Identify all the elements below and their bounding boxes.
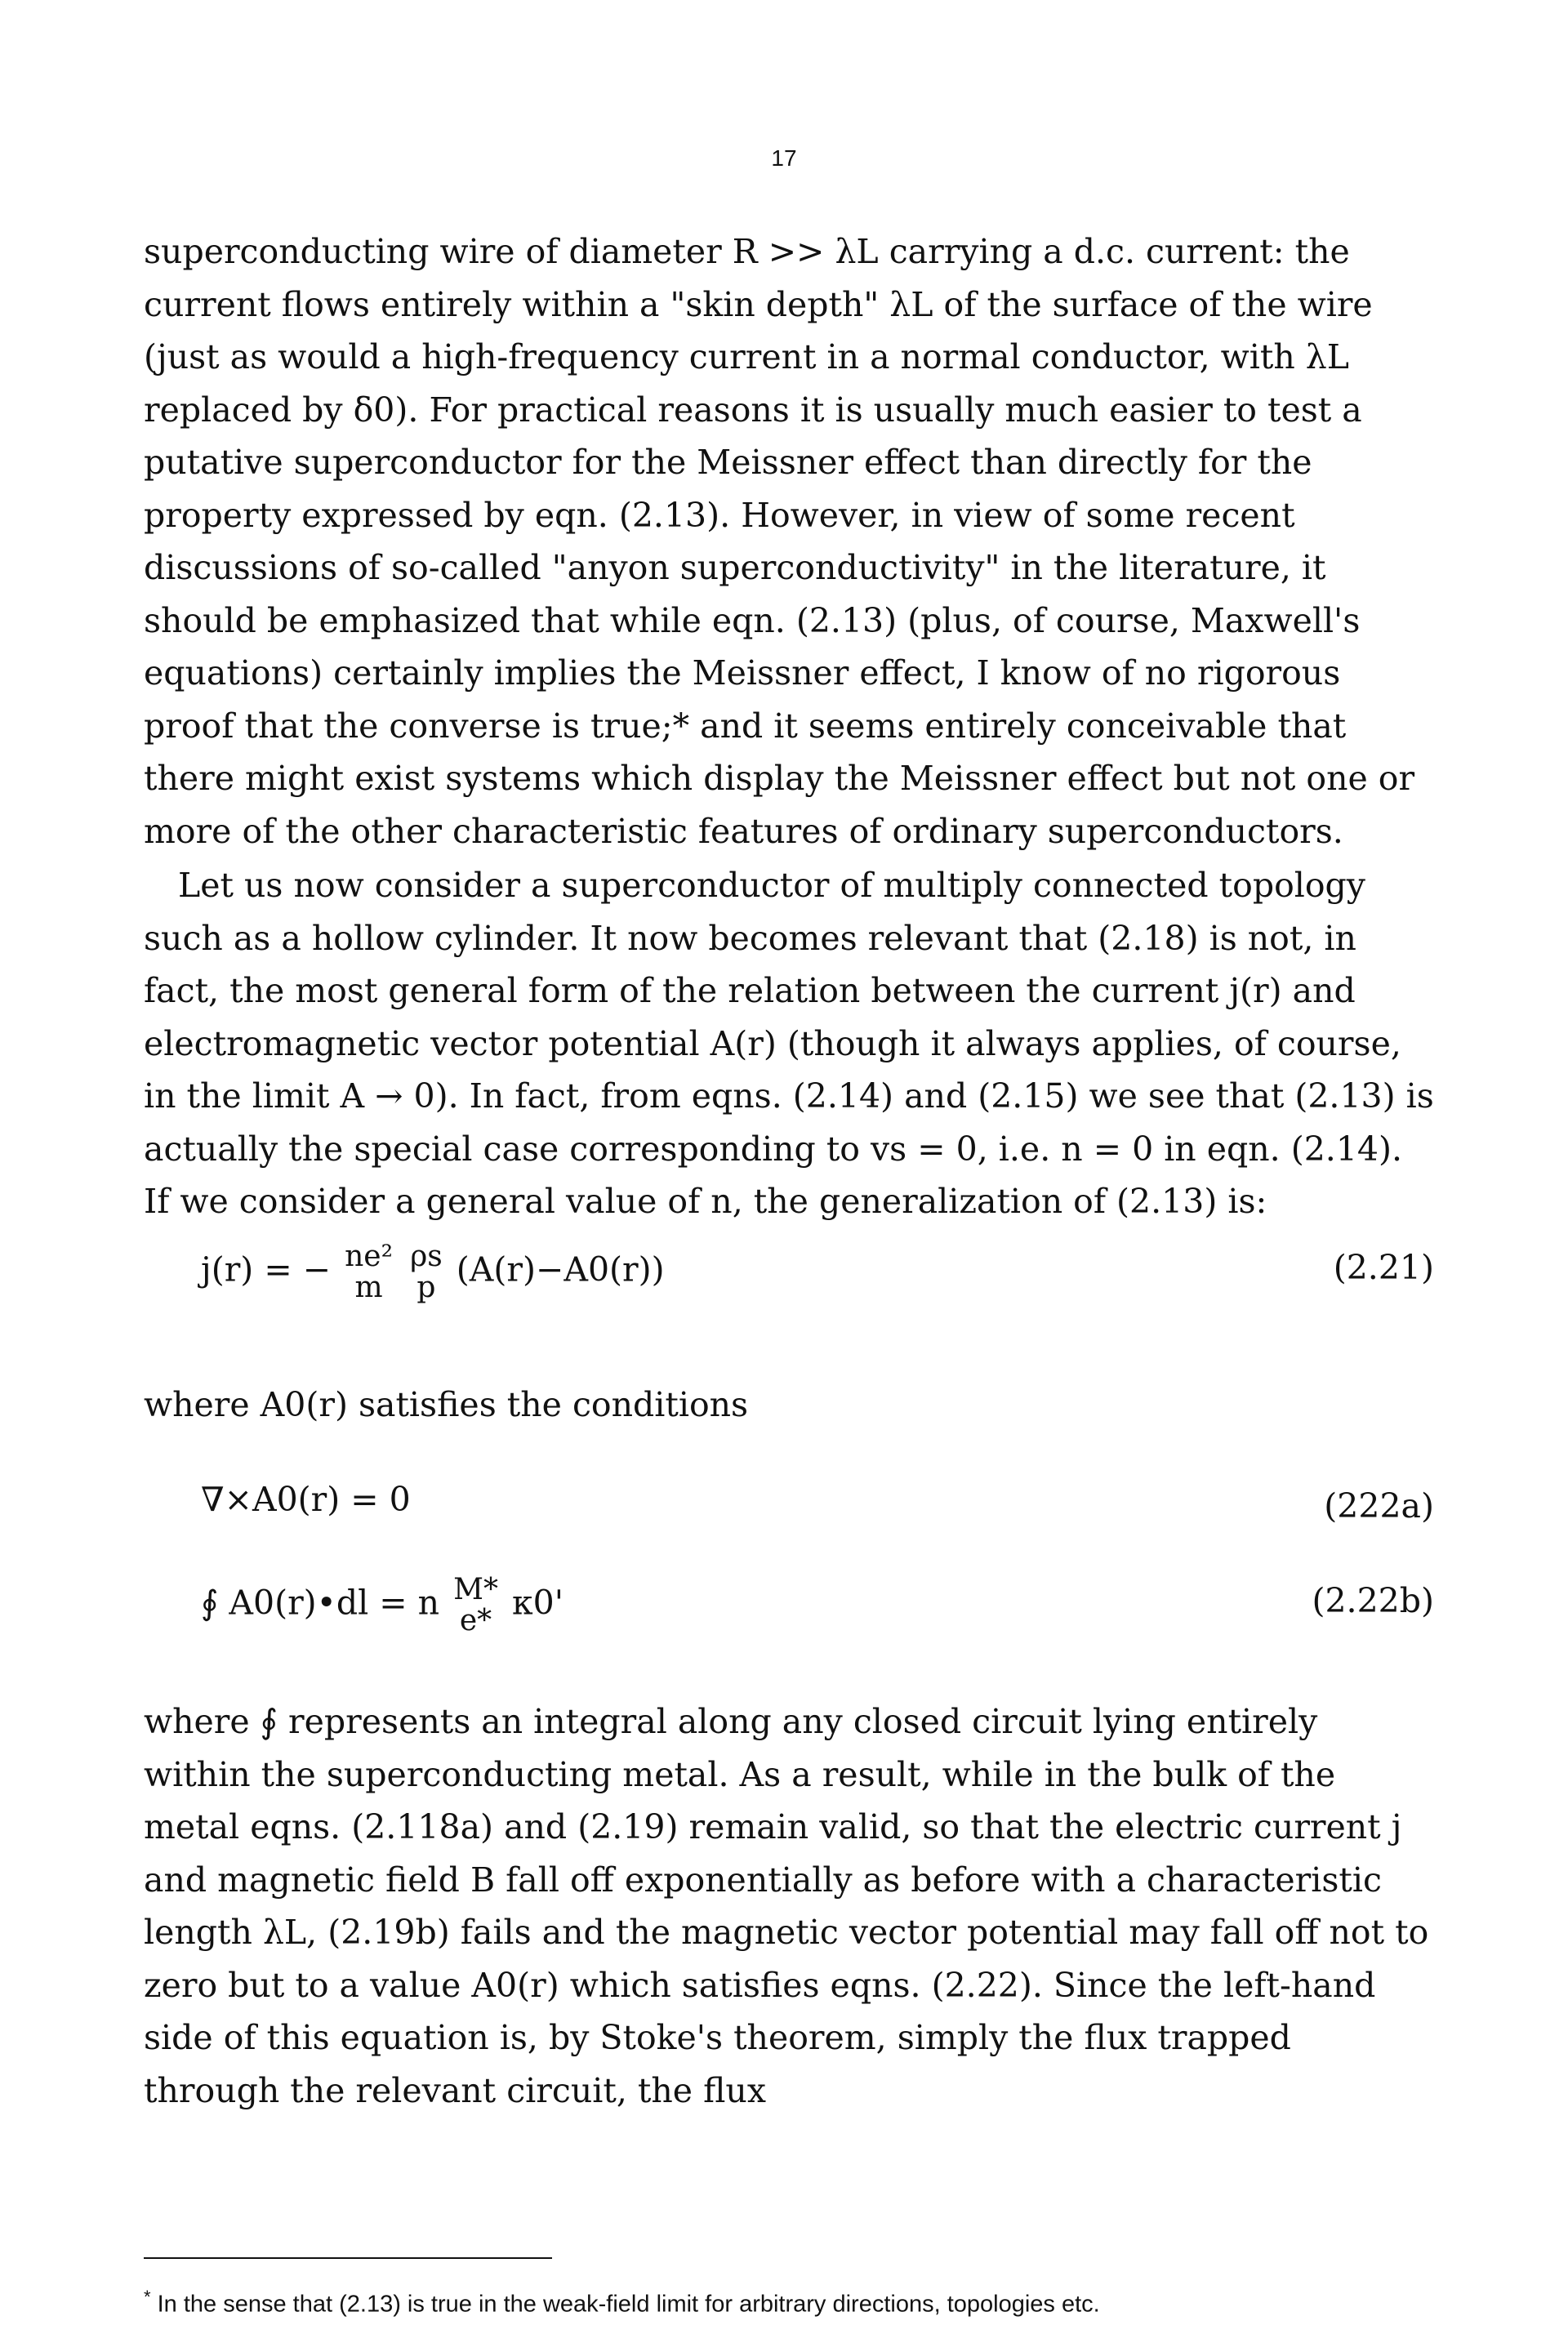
equation-2-22b-expression — [201, 1575, 564, 1637]
equation-2-22b-lhs: ∮ A0(r)•dl = n — [201, 1583, 440, 1623]
footnote-marker: * — [144, 2287, 151, 2307]
footnote-text: In the sense that (2.13) is true in the weak-field limit for arbitrary directions, topologies etc. — [157, 2291, 1100, 2318]
fraction-denominator: p — [416, 1271, 436, 1304]
paragraph-3-text: where ∮ represents an integral along any closed circuit lying entirely within the superconducting metal. As a result, while in the bulk of the metal eqns. (2.118a) and (2.19) remain valid, so that the electric current j and magnetic field B fall off exponentially as before with a characteristic length λL, (2.19b) fails and the magnetic vector potential may fall off not to zero but to a value A0(r) which satisfies eqns. (2.22). Since the left-hand side of this equation is, by Stoke's theorem, simply the flux trapped through the relevant circuit, the flux — [144, 1702, 1429, 2110]
footnote-divider — [144, 2257, 552, 2259]
equation-222a — [144, 1480, 1434, 1537]
equation-2-21-lhs: j(r) = − — [201, 1250, 332, 1290]
paragraph-3 — [144, 1695, 1434, 2117]
fraction-denominator: e* — [459, 1604, 492, 1637]
where-clause-1-text: where A0(r) satisfies the conditions — [144, 1385, 749, 1424]
fraction-numerator: M* — [453, 1573, 498, 1606]
equation-2-21-expression — [201, 1241, 665, 1303]
fraction-numerator: ρs — [410, 1240, 443, 1273]
where-clause-1 — [144, 1379, 1434, 1432]
fraction-denominator: m — [354, 1271, 383, 1304]
equation-2-21 — [144, 1240, 1434, 1304]
equation-2-22b-label: (2.22b) — [1312, 1581, 1434, 1620]
fraction-rhos-over-p — [410, 1241, 443, 1303]
equation-2-21-rhs: (A(r)−A0(r)) — [456, 1250, 665, 1290]
paragraph-1-text: superconducting wire of diameter R >> λL carrying a d.c. current: the current flows entirely within a "skin depth" λL of the surface of the wire (just as would a high-frequency current in a normal conductor, with λL replaced by δ0). For practical reasons it is usually much easier to test a putative superconductor for the Meissner effect than directly for the property expressed by eqn. (2.13). However, in view of some recent discussions of so-called "anyon superconductivity" in the literature, it should be emphasized that while eqn. (2.13) (plus, of course, Maxwell's equations) certainly implies the Meissner effect, I know of no rigorous proof that the converse is true;* and it seems entirely conceivable that there might exist systems which display the Meissner effect but not one or more of the other characteristic features of ordinary superconductors. — [144, 232, 1415, 851]
paragraph-2-text: Let us now consider a superconductor of multiply connected topology such as a hollow cylinder. It now becomes relevant that (2.18) is not, in fact, the most general form of the relation between the current j(r) and electromagnetic vector potential A(r) (though it always applies, of course, in the limit A → 0). In fact, from eqns. (2.14) and (2.15) we see that (2.13) is actually the special case corresponding to vs = 0, i.e. n = 0 in eqn. (2.14). If we consider a general value of n, the generalization of (2.13) is: — [144, 866, 1434, 1221]
fraction-M-over-e — [453, 1575, 498, 1637]
paragraph-1 — [144, 225, 1434, 858]
equation-222a-label: (222a) — [1324, 1486, 1434, 1526]
equation-2-21-label: (2.21) — [1333, 1248, 1434, 1287]
fraction-numerator: ne² — [345, 1240, 394, 1273]
equation-2-22b-rhs: κ0' — [512, 1583, 564, 1623]
fraction-ne2-over-m — [345, 1241, 393, 1303]
page-number: 17 — [771, 145, 797, 171]
equation-2-22b — [144, 1573, 1434, 1637]
footnote — [144, 2287, 1467, 2319]
paragraph-2 — [144, 859, 1434, 1228]
equation-222a-expression: ∇×A0(r) = 0 — [201, 1480, 411, 1519]
